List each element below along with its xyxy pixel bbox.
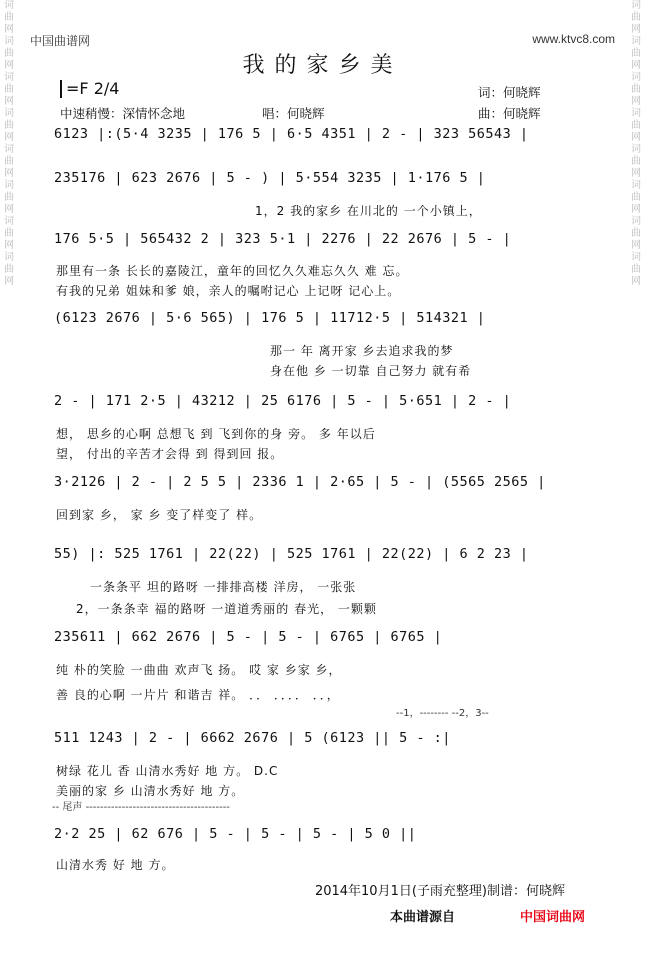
site-url-right[interactable]: www.ktvc8.com	[532, 32, 615, 46]
score-line-6: 3·2126 | 2 - | 2 5 5 | 2336 1 | 2·65 | 5 - | (5565 2565 |	[54, 474, 546, 490]
lyric-line-4: 那一 年 离开家 乡去追求我的梦	[270, 344, 454, 358]
composer: 曲：何晓辉	[478, 106, 541, 121]
side-watermark-left: 词曲网词曲网词曲网词曲网词曲网词曲网词曲网词曲网	[4, 0, 14, 287]
score-line-10: 2·2 25 | 62 676 | 5 - | 5 - | 5 - | 5 0 ||	[54, 826, 417, 842]
site-name-left: 中国曲谱网	[30, 34, 91, 48]
source-site-logo[interactable]: 中国词曲网	[520, 910, 586, 925]
lyric-line-12: 善 良的心啊 一片片 和谐吉 祥。 ．． ．．．． ．．，	[56, 688, 340, 702]
score-line-9: 511 1243 | 2 - | 6662 2676 | 5 (6123 || 5 - :|	[54, 730, 451, 746]
lyric-line-13: 树绿 花儿 香 山清水秀好 地 方。 D.C	[56, 764, 279, 778]
score-line-3: 176 5·5 | 565432 2 | 323 5·1 | 2276 | 22 2676 | 5 - |	[54, 231, 512, 247]
lyric-line-5: 身在他 乡 一切靠 自己努力 就有希	[270, 364, 472, 378]
lyric-line-3: 有我的兄弟 姐妹和爹 娘，亲人的嘱咐记心 上记呀 记心上。	[56, 284, 401, 298]
lyric-line-11: 纯 朴的笑脸 一曲曲 欢声飞 扬。 哎 家 乡家 乡，	[56, 663, 342, 677]
lyric-line-15: 山清水秀 好 地 方。	[56, 858, 175, 872]
score-line-4: (6123 2676 | 5·6 565) | 176 5 | 11712·5 | 514321 |	[54, 310, 486, 326]
song-title: 我的家乡美	[242, 53, 403, 78]
side-watermark-right: 词曲网词曲网词曲网词曲网词曲网词曲网词曲网词曲网	[631, 0, 641, 287]
source-label: 本曲谱源自	[390, 910, 456, 925]
tempo-marking: 中速稍慢：深情怀念地	[60, 106, 186, 121]
score-line-8: 235611 | 662 2676 | 5 - | 5 - | 6765 | 6765 |	[54, 629, 443, 645]
score-line-2: 235176 | 623 2676 | 5 - ) | 5·554 3235 | 1·176 5 |	[54, 170, 486, 186]
credit-line: 2014年10月1日(子雨充整理)制谱：何晓辉	[314, 884, 565, 899]
score-line-7: 55) |: 525 1761 | 22(22) | 525 1761 | 22(22) | 6 2 23 |	[54, 546, 529, 562]
score-line-1: 6123 |:(5·4 3235 | 176 5 | 6·5 4351 | 2 - | 323 56543 |	[54, 126, 529, 142]
score-line-5: 2 - | 171 2·5 | 43212 | 25 6176 | 5 - | 5·651 | 2 - |	[54, 393, 512, 409]
coda-bracket: -- 尾声 ----------------------------------------	[52, 802, 230, 813]
ending-brackets: --1，-------- --2，3--	[396, 708, 489, 719]
lyricist: 词：何晓辉	[478, 85, 541, 100]
lyric-line-7: 望， 付出的辛苦才会得 到 得到回 报。	[56, 447, 284, 461]
lyric-line-2: 那里有一条 长长的嘉陵江，童年的回忆久久难忘久久 难 忘。	[56, 264, 409, 278]
lyric-line-1: 1，2 我的家乡 在川北的 一个小镇上，	[255, 204, 482, 218]
lyric-line-10: 2，一条条幸 福的路呀 一道道秀丽的 春光， 一颗颗	[76, 602, 377, 616]
lyric-line-6: 想， 思乡的心啊 总想飞 到 飞到你的身 旁。 多 年以后	[56, 427, 376, 441]
key-signature: =F 2/4	[60, 80, 119, 98]
lyric-line-14: 美丽的家 乡 山清水秀好 地 方。	[56, 784, 245, 798]
singer: 唱：何晓辉	[262, 106, 325, 121]
lyric-line-9: 一条条平 坦的路呀 一排排高楼 洋房， 一张张	[90, 580, 357, 594]
lyric-line-8: 回到家 乡， 家 乡 变了样变了 样。	[56, 508, 263, 522]
